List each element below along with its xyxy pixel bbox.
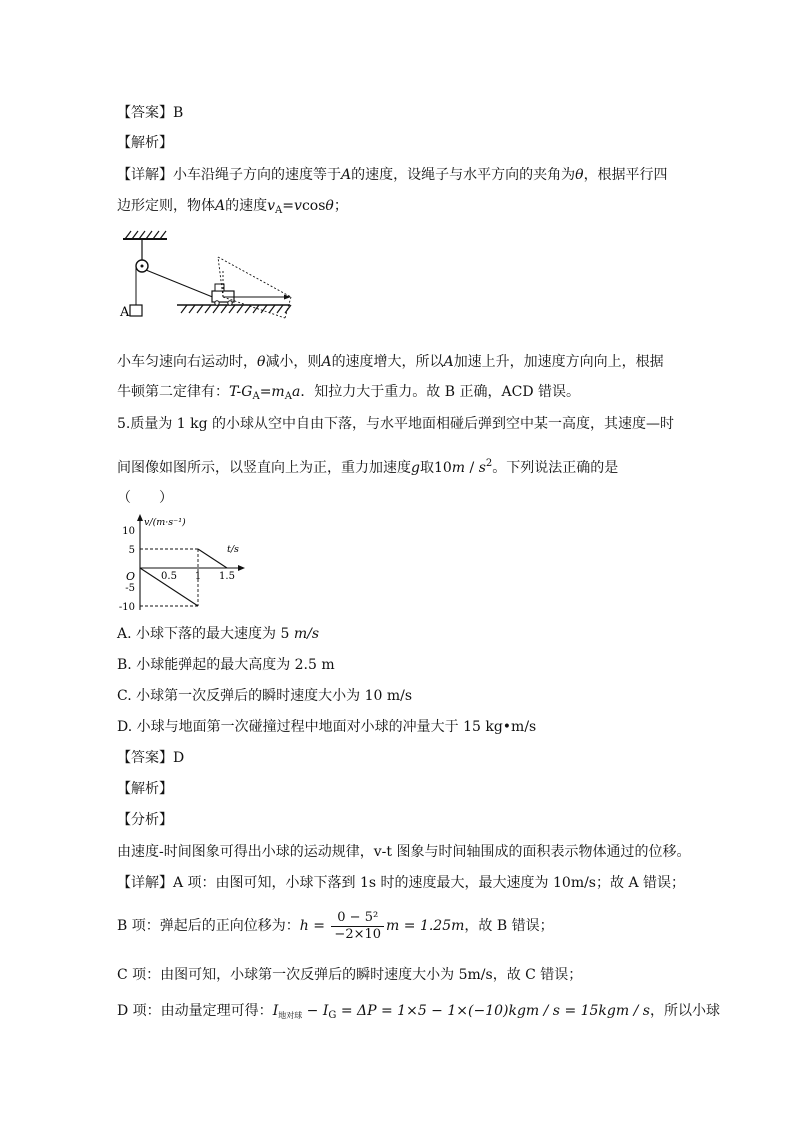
x-axis-label: t/s xyxy=(227,544,239,555)
question-5-line-1: 5.质量为 1 kg 的小球从空中自由下落，与水平地面相碰后弹到空中某一高度，其速度—时 xyxy=(117,416,675,432)
option-d: D. 小球与地面第一次碰撞过程中地面对小球的冲量大于 15 kg•m/s xyxy=(117,719,537,735)
block-A xyxy=(130,305,142,316)
series-line-2 xyxy=(198,549,227,568)
y-axis-arrow xyxy=(137,514,143,521)
detail-c: C 项：由图可知，小球第一次反弹后的瞬时速度大小为 5m/s，故 C 错误； xyxy=(117,967,583,983)
y-tick-label: 10 xyxy=(122,526,135,537)
x-tick-label: 0.5 xyxy=(161,571,177,582)
component-perpendicular xyxy=(223,297,285,318)
ceiling xyxy=(123,231,167,239)
x-axis-arrow xyxy=(238,565,245,571)
detail-d: D 项：由动量定理可得：$I_{地对球} - I_G = \Delta P = 1\times 5 - 1\times(-10)kgm / s = 15kgm / s$，所以小球 xyxy=(117,1003,720,1021)
option-a: A. 小球下落的最大速度为 5 m/s xyxy=(117,626,320,642)
analysis-heading-1: 【解析】 xyxy=(117,135,173,151)
y-tick-label: 5 xyxy=(128,545,135,556)
answer-line-2: 【答案】D xyxy=(117,750,185,766)
y-tick-label: -10 xyxy=(118,602,135,610)
option-c: C. 小球第一次反弹后的瞬时速度大小为 10 m/s xyxy=(117,688,413,704)
x-tick-label: 1 xyxy=(194,571,202,582)
fenxi-text: 由速度-时间图象可得出小球的运动规律，v-t 图象与时间轴围成的面积表示物体通过的位移。 xyxy=(117,844,691,860)
pulley-cart-figure xyxy=(115,225,305,325)
y-tick-label: -5 xyxy=(125,583,135,594)
label-A: A xyxy=(120,305,130,320)
detail-b: B 项：弹起后的正向位移为：h = $\frac{\text{0 − 5²}}{-2\times 10}$ m = 1.25m，故 B 错误； xyxy=(117,909,554,942)
analysis-heading-2: 【解析】 xyxy=(117,781,173,797)
rope-slant xyxy=(146,270,215,298)
paragraph-line-2: 牛顿第二定律有：$T-G_A=m_Aa$．知拉力大于重力。故 B 正确，ACD 错误。 xyxy=(117,384,580,402)
detail-a: 【详解】A 项：由图可知，小球下落到 1s 时的速度最大，最大速度为 10m/s；故 A 错误； xyxy=(117,875,686,891)
x-tick-label: 1.5 xyxy=(219,571,235,582)
fenxi-heading: 【分析】 xyxy=(117,812,173,828)
paragraph-line-1: 小车匀速向右运动时，θ减小，则A的速度增大，所以A加速上升，加速度方向向上，根据 xyxy=(117,354,664,370)
answer-paren: （ ） xyxy=(117,490,173,506)
answer-line-1: 【答案】B xyxy=(117,105,184,121)
fraction: $\frac{\text{0 − 5²}}{-2\times 10}$ xyxy=(331,910,384,943)
velocity-time-chart xyxy=(112,510,262,610)
origin-label: O xyxy=(125,570,135,583)
detail-line-1: 【详解】小车沿绳子方向的速度等于A的速度，设绳子与水平方向的夹角为θ，根据平行四 xyxy=(117,167,668,183)
question-5-line-2: 间图像如图所示，以竖直向上为正，重力加速度g取$10m / s^2$。下列说法正确的是 xyxy=(117,458,619,476)
option-b: B. 小球能弹起的最大高度为 2.5 m xyxy=(117,657,335,673)
y-axis-label: v/(m·s⁻¹) xyxy=(144,517,186,528)
ground xyxy=(177,305,291,313)
detail-line-2: 边形定则，物体A的速度$v_A=vcos\theta$； xyxy=(117,198,348,216)
